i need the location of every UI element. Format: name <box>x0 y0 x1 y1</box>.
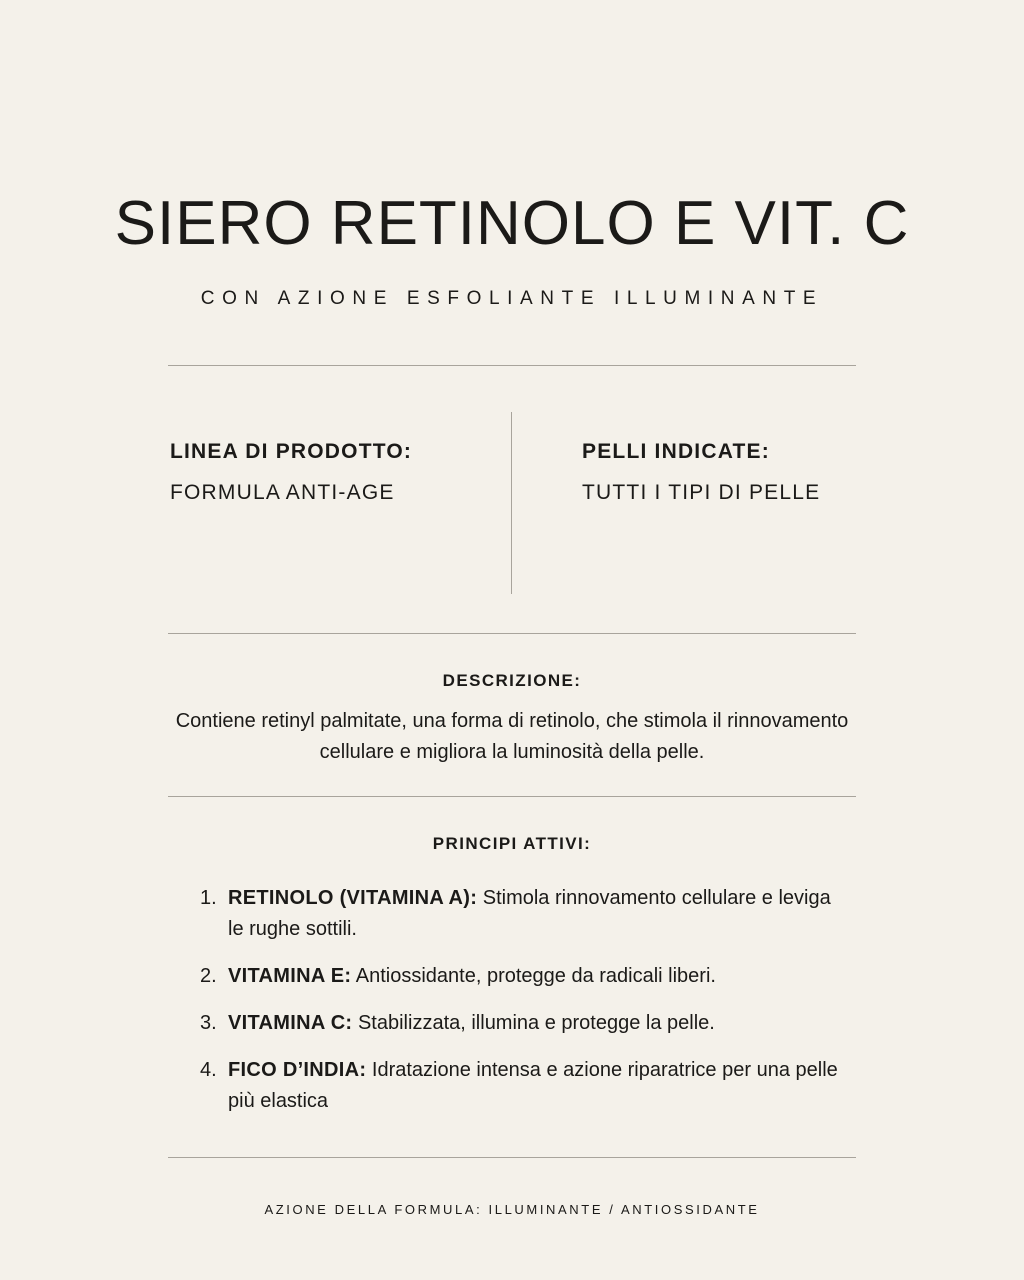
skin-types-block <box>582 440 820 505</box>
ingredient-text: Idratazione intensa e azione riparatrice per una pelle più elastica <box>228 1059 838 1112</box>
ingredient-number: 4. <box>200 1059 217 1081</box>
skin-types-value: TUTTI I TIPI DI PELLE <box>582 481 821 504</box>
divider-description <box>168 796 856 797</box>
ingredient-text: Stimola rinnovamento cellulare e leviga le rughe sottili. <box>228 887 831 940</box>
active-ingredients-list <box>200 883 850 1133</box>
ingredient-number: 2. <box>200 965 217 987</box>
ingredient-number: 3. <box>200 1012 217 1034</box>
product-line-value: FORMULA ANTI-AGE <box>170 481 395 504</box>
ingredient-item-retinolo <box>200 883 850 945</box>
info-vertical-divider <box>511 412 512 594</box>
divider-info <box>168 633 856 634</box>
skin-types-label: PELLI INDICATE: <box>582 440 770 463</box>
ingredient-text: Stabilizzata, illumina e protegge la pelle. <box>357 1012 715 1034</box>
ingredient-text: Antiossidante, protegge da radicali liberi. <box>355 965 716 987</box>
ingredient-name: FICO D’INDIA: <box>228 1059 367 1081</box>
description-text: Contiene retinyl palmitate, una forma di retinolo, che stimola il rinnovamento cellulare e migliora la luminosità della pelle. <box>175 710 849 763</box>
ingredient-item-vitamina-e <box>200 961 850 992</box>
ingredient-name: VITAMINA E: <box>228 965 352 987</box>
ingredient-item-fico-d-india <box>200 1055 850 1117</box>
ingredient-number: 1. <box>200 887 217 909</box>
divider-top <box>168 365 856 366</box>
ingredient-name: VITAMINA C: <box>228 1012 353 1034</box>
product-subtitle: CON AZIONE ESFOLIANTE ILLUMINANTE <box>200 288 824 309</box>
product-line-label: LINEA DI PRODOTTO: <box>170 440 413 463</box>
description-heading: DESCRIZIONE: <box>442 671 582 690</box>
product-line-block <box>170 440 412 505</box>
ingredient-item-vitamina-c <box>200 1008 850 1039</box>
ingredient-name: RETINOLO (VITAMINA A): <box>228 887 478 909</box>
divider-bottom <box>168 1157 856 1158</box>
product-title: SIERO RETINOLO E VIT. C <box>114 189 910 258</box>
active-ingredients-heading: PRINCIPI ATTIVI: <box>432 834 592 853</box>
formula-action-footer: AZIONE DELLA FORMULA: ILLUMINANTE / ANTIOSSIDANTE <box>264 1202 760 1217</box>
